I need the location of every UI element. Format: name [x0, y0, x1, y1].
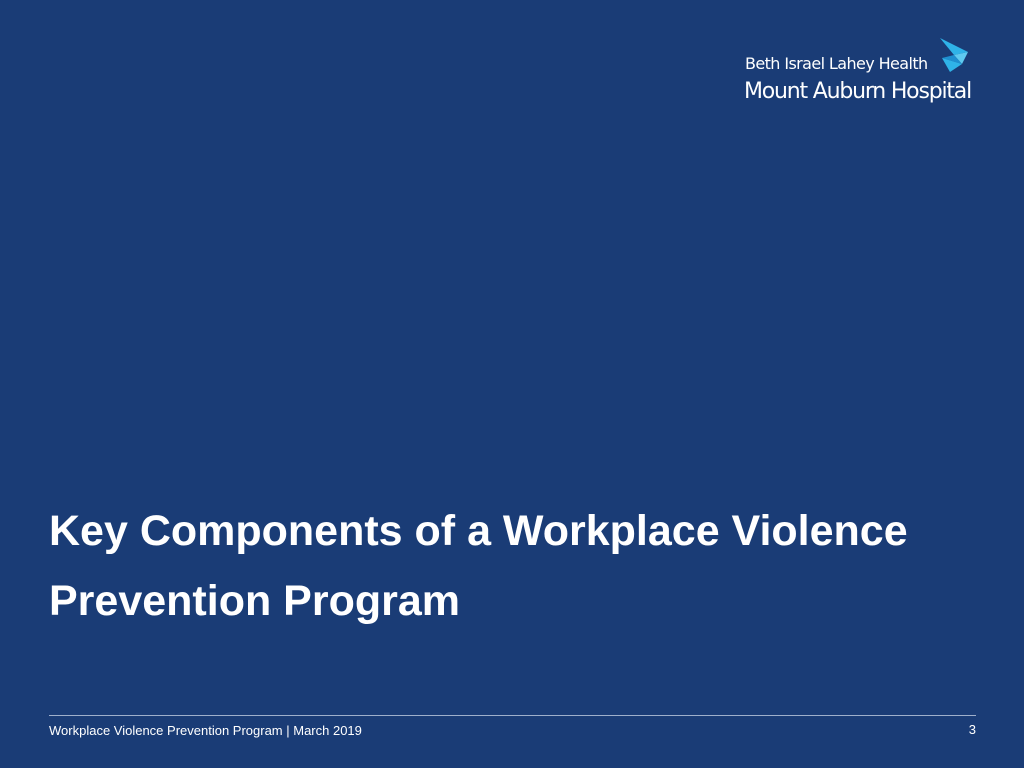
footer-divider	[49, 715, 976, 716]
bird-icon	[938, 38, 970, 72]
logo-parent-org-text: Beth Israel Lahey Health	[745, 54, 928, 73]
logo-hospital-name-text: Mount Auburn Hospital	[744, 79, 972, 104]
slide-title: Key Components of a Workplace Violence Prevention Program	[49, 507, 908, 625]
hospital-logo	[744, 38, 980, 110]
page-number: 3	[968, 722, 976, 737]
footer-text: Workplace Violence Prevention Program | March 2019	[49, 723, 362, 738]
